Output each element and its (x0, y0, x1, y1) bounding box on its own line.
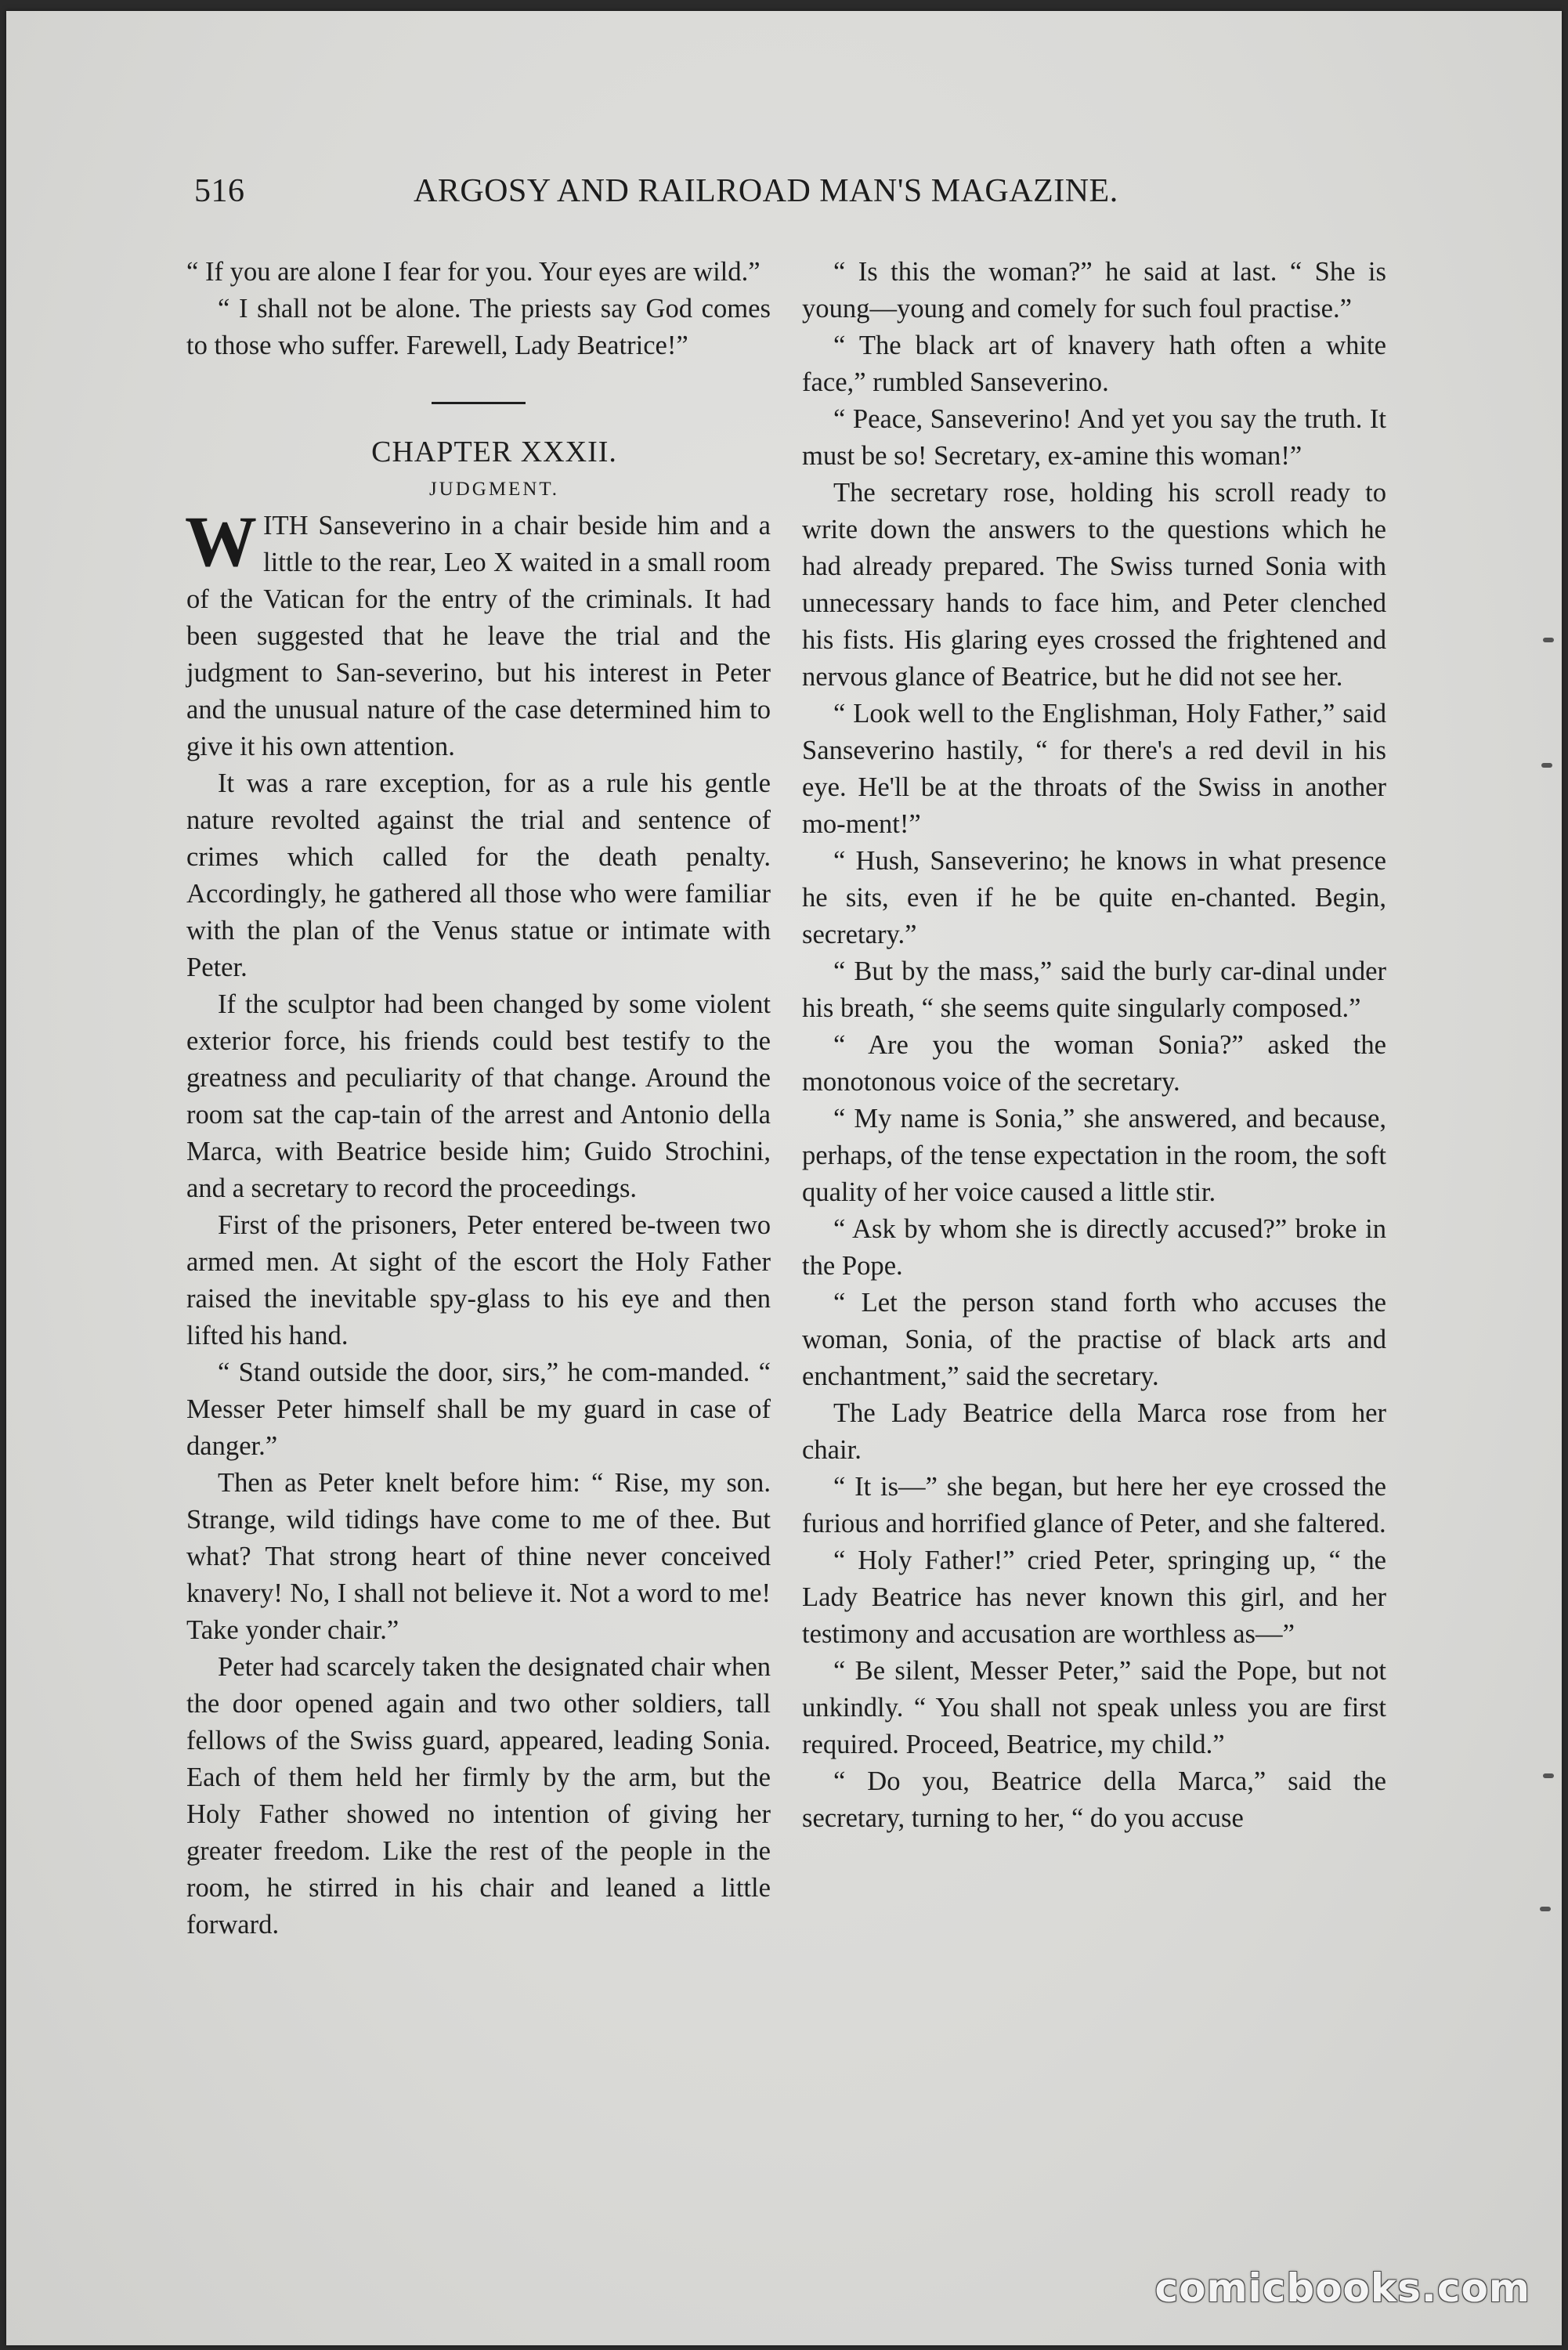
paragraph: “ Is this the woman?” he said at last. “ She is young—young and comely for such foul practise.” (802, 257, 1386, 324)
paragraph: Peter had scarcely taken the designated chair when the door opened again and two other soldiers, tall fellows of the Swiss guard, appeared, leading Sonia. Each of them held her firmly by the arm, but the Holy Father showed no intention of giving her greater freedom. Like the rest of the people in the room, he stirred in his chair and leaned a little forward. (186, 1652, 771, 1940)
binding-mark (1543, 1773, 1554, 1778)
paragraph: “ Ask by whom she is directly accused?” broke in the Pope. (802, 1214, 1386, 1281)
paragraph: “ Holy Father!” cried Peter, springing up, “ the Lady Beatrice has never known this girl, and her testimony and accusation are worthless as—” (802, 1546, 1386, 1649)
paragraph: The Lady Beatrice della Marca rose from her chair. (802, 1398, 1386, 1465)
running-title: ARGOSY AND RAILROAD MAN'S MAGAZINE. (414, 173, 1118, 209)
paragraph: Then as Peter knelt before him: “ Rise, my son. Strange, wild tidings have come to me of thee. But what? That strong heart of thine never conceived knavery! No, I shall not believe it. Not a word to me! Take yonder chair.” (186, 1468, 771, 1645)
page-number: 516 (194, 173, 245, 209)
opening-text: ITH Sanseverino in a chair beside him and a little to the rear, Leo X waited in a small room of the Vatican for the entry of the criminals. It had been suggested that he leave the trial and the judgment to San-severino, but his interest in Peter and the unusual nature of the case determined him to give it his own attention. (186, 511, 771, 761)
paragraph: “ Stand outside the door, sirs,” he com-manded. “ Messer Peter himself shall be my guard in case of danger.” (186, 1358, 771, 1461)
paragraph: “ Look well to the Englishman, Holy Father,” said Sanseverino hastily, “ for there's a red devil in his eye. He'll be at the throats of the Swiss in another mo-ment!” (802, 699, 1386, 839)
binding-mark (1540, 1907, 1551, 1911)
paragraph: If the sculptor had been changed by some violent exterior force, his friends could best testify to the greatness and peculiarity of that change. Around the room sat the cap-tain of the arrest and Antonio della Marca, with Beatrice beside him; Guido Strochini, and a secretary to record the proceedings. (186, 989, 771, 1203)
chapter-opening-paragraph (185, 501, 771, 765)
left-column (186, 254, 771, 1943)
binding-mark (1543, 638, 1554, 642)
paragraph: “ My name is Sonia,” she answered, and because, perhaps, of the tense expectation in the room, the soft quality of her voice caused a little stir. (802, 1104, 1386, 1207)
drop-cap: W (185, 501, 257, 581)
paragraph: “ If you are alone I fear for you. Your eyes are wild.” (186, 257, 761, 287)
binding-mark (1541, 763, 1552, 768)
right-column (802, 254, 1386, 1837)
paragraph: “ But by the mass,” said the burly car-dinal under his breath, “ she seems quite singularly composed.” (802, 956, 1386, 1023)
chapter-title: CHAPTER XXXII. (371, 436, 617, 468)
chapter-subtitle: JUDGMENT. (428, 479, 560, 500)
paragraph: “ Are you the woman Sonia?” asked the monotonous voice of the secretary. (802, 1030, 1386, 1097)
paragraph: The secretary rose, holding his scroll ready to write down the answers to the questions which he had already prepared. The Swiss turned Sonia with unnecessary hands to face him, and Peter clenched his fists. His glaring eyes crossed the frightened and nervous glance of Beatrice, but he did not see her. (802, 478, 1386, 692)
paragraph: It was a rare exception, for as a rule his gentle nature revolted against the trial and sentence of crimes which called for the death penalty. Accordingly, he gathered all those who were familiar with the plan of the Venus statue or intimate with Peter. (186, 768, 771, 982)
paragraph: “ Peace, Sanseverino! And yet you say the truth. It must be so! Secretary, ex-amine this woman!” (802, 404, 1386, 471)
paragraph: First of the prisoners, Peter entered be-tween two armed men. At sight of the escort the Holy Father raised the inevitable spy-glass to his eye and then lifted his hand. (186, 1210, 771, 1350)
paragraph: “ Let the person stand forth who accuses the woman, Sonia, of the practise of black arts and enchantment,” said the secretary. (802, 1288, 1386, 1391)
paragraph: “ Be silent, Messer Peter,” said the Pope, but not unkindly. “ You shall not speak unless you are first required. Proceed, Beatrice, my child.” (802, 1656, 1386, 1759)
watermark-logo: comicbooks.com (1154, 2265, 1530, 2311)
paragraph: “ Hush, Sanseverino; he knows in what presence he sits, even if he be quite en-chanted. Begin, secretary.” (802, 846, 1386, 949)
paragraph: “ The black art of knavery hath often a white face,” rumbled Sanseverino. (802, 331, 1386, 397)
section-divider (432, 402, 526, 404)
paragraph: “ Do you, Beatrice della Marca,” said the secretary, turning to her, “ do you accuse (802, 1766, 1386, 1833)
paragraph: “ I shall not be alone. The priests say God comes to those who suffer. Farewell, Lady Beatrice!” (186, 294, 771, 360)
paragraph: “ It is—” she began, but here her eye crossed the furious and horrified glance of Peter, and she faltered. (802, 1472, 1386, 1538)
magazine-page (6, 11, 1562, 2345)
